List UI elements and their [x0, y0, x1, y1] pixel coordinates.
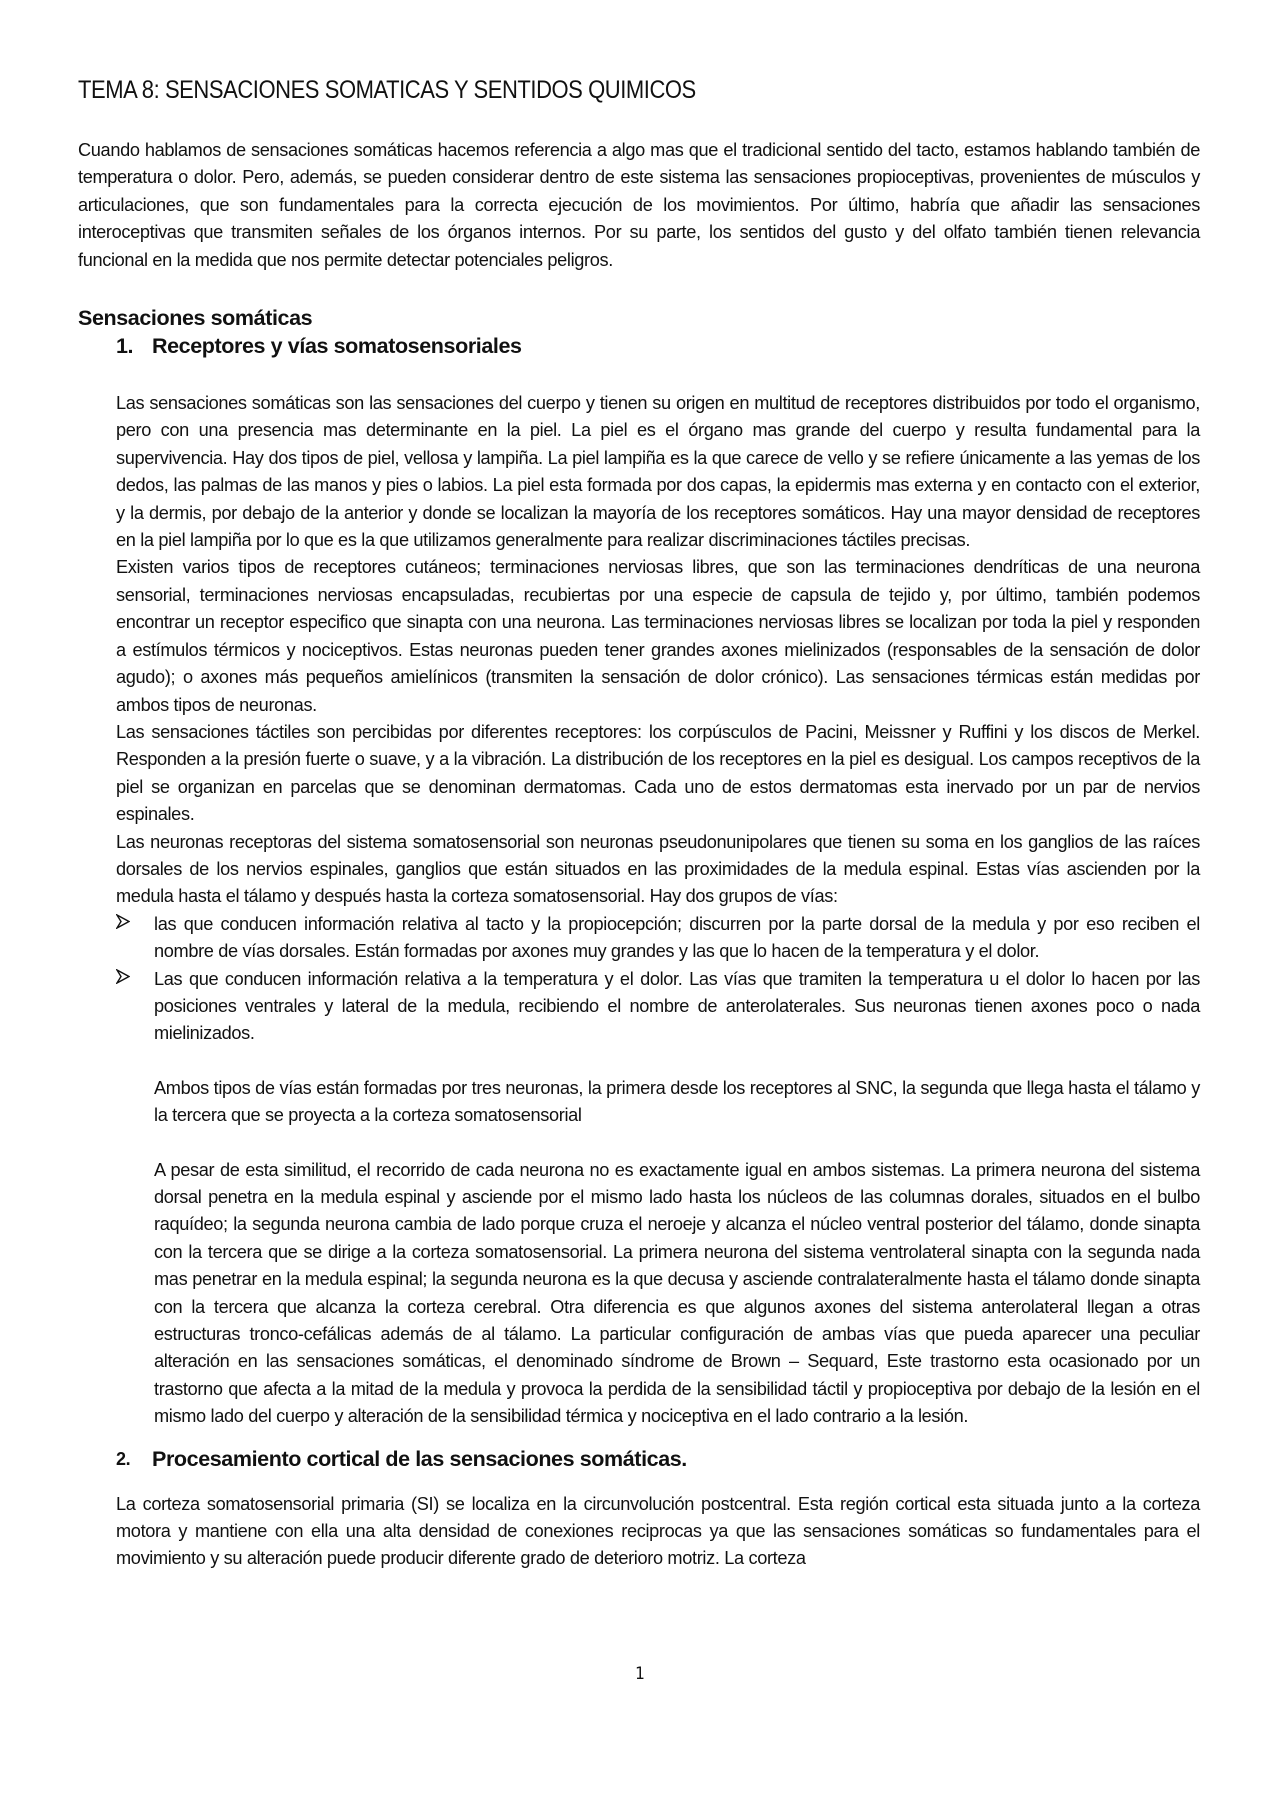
paragraph: Ambos tipos de vías están formadas por tres neuronas, la primera desde los receptores al SNC, la segunda que llega hasta el tálamo y la tercera que se proyecta a la corteza somatosensorial	[154, 1077, 1200, 1126]
paragraph: A pesar de esta similitud, el recorrido de cada neurona no es exactamente igual en ambos sistemas. La primera neurona del sistema dorsal penetra en la medula espinal y asciende por el mismo lado hasta los núcleos de las columnas dorales, situados en el bulbo raquídeo; la segunda neurona cambia de lado porque cruza el neroeje y alcanza el núcleo ventral posterior del tálamo, donde sinapta con la tercera que se dirige a la corteza somatosensorial. La primera neurona del sistema ventrolateral sinapta con la segunda nada mas penetrar en la medula espinal; la segunda neurona es la que decusa y asciende contralateralmente hasta el tálamo donde sinapta con la tercera que alcanza la corteza cerebral. Otra diferencia es que algunos axones del sistema anterolateral llegan a otras estructuras tronco-cefálicas además de al tálamo. La particular configuración de ambas vías que pueda aparecer una peculiar alteración en las sensaciones somáticas, el denominado síndrome de Brown – Sequard, Este trastorno esta ocasionado por un trastorno que afecta a la mitad de la medula y provoca la perdida de la sensibilidad táctil y propioceptiva por debajo de la lesión en el mismo lado del cuerpo y alteración de la sensibilidad térmica y nociceptiva en el lado contrario a la lesión.	[154, 1159, 1200, 1427]
paragraph: Las neuronas receptoras del sistema somatosensorial son neuronas pseudonunipolares que tienen su soma en los ganglios de las raíces dorsales de los nervios espinales, ganglios que están situados en las proximidades de la medula espinal. Estas vías ascienden por la medula hasta el tálamo y después hasta la corteza somatosensorial. Hay dos grupos de vías:	[116, 831, 1200, 907]
page-title: TEMA 8: SENSACIONES SOMATICAS Y SENTIDOS QUIMICOS	[78, 76, 696, 104]
list-item	[116, 966, 1200, 1048]
subsection-2-body	[116, 1491, 1200, 1573]
subsection-1-heading	[116, 332, 1200, 360]
page-number: 1	[635, 1664, 645, 1684]
list-item-text: Las que conducen información relativa a la temperatura y el dolor. Las vías que tramiten la temperatura u el dolor lo hacen por las posiciones ventrales y lateral de la medula, recibiendo el nombre de anterolaterales. Sus neuronas tienen axones poco o nada mielinizados.	[154, 968, 1200, 1044]
arrowhead-bullet-icon	[116, 911, 154, 966]
section-heading: Sensaciones somáticas	[78, 306, 313, 331]
paragraph: La corteza somatosensorial primaria (SI) se localiza en la circunvolución postcentral. Esta región cortical esta situada junto a la corteza motora y mantiene con ella una alta densidad de conexiones reciprocas ya que las sensaciones somáticas so fundamentales para el movimiento y su alteración puede producir diferente grado de deterioro motriz. La corteza	[116, 1493, 1200, 1569]
subsection-2-heading	[116, 1445, 1200, 1473]
paragraph: Las sensaciones somáticas son las sensaciones del cuerpo y tienen su origen en multitud de receptores distribuidos por todo el organismo, pero con una presencia mas determinante en la piel. La piel es el órgano mas grande del cuerpo y resulta fundamental para la supervivencia. Hay dos tipos de piel, vellosa y lampiña. La piel lampiña es la que carece de vello y se refiere únicamente a las yemas de los dedos, las palmas de las manos y pies o labios. La piel esta formada por dos capas, la epidermis mas externa y en contacto con el exterior, y la dermis, por debajo de la anterior y donde se localizan la mayoría de los receptores somáticos. Hay una mayor densidad de receptores en la piel lampiña por lo que es la que utilizamos generalmente para realizar discriminaciones táctiles precisas.	[116, 393, 1200, 551]
list-item-text: las que conducen información relativa al tacto y la propiocepción; discurren por la parte dorsal de la medula y por eso reciben el nombre de vías dorsales. Están formadas por axones muy grandes y las que lo hacen de la temperatura y el dolor.	[154, 913, 1200, 962]
list-item	[116, 911, 1200, 966]
paragraph: Las sensaciones táctiles son percibidas por diferentes receptores: los corpúsculos de Pacini, Meissner y Ruffini y los discos de Merkel. Responden a la presión fuerte o suave, y a la vibración. La distribución de los receptores en la piel es desigual. Los campos receptivos de la piel se organizan en parcelas que se denominan dermatomas. Cada uno de estos dermatomas esta inervado por un par de nervios espinales.	[116, 721, 1200, 825]
subsection-2-title: Procesamiento cortical de las sensaciones somáticas.	[152, 1446, 687, 1471]
intro-paragraph: Cuando hablamos de sensaciones somáticas hacemos referencia a algo mas que el tradicional sentido del tacto, estamos hablando también de temperatura o dolor. Pero, además, se pueden considerar dentro de este sistema las sensaciones propioceptivas, provenientes de músculos y articulaciones, que son fundamentales para la correcta ejecución de los movimientos. Por último, habría que añadir las sensaciones interoceptivas que transmiten señales de los órganos internos. Por su parte, los sentidos del gusto y del olfato también tienen relevancia funcional en la medida que nos permite detectar potenciales peligros.	[78, 140, 1200, 270]
paragraph: Existen varios tipos de receptores cutáneos; terminaciones nerviosas libres, que son las terminaciones dendríticas de una neurona sensorial, terminaciones nerviosas encapsuladas, recubiertas por una especie de capsula de tejido y, por último, también podemos encontrar un receptor especifico que sinapta con una neurona. Las terminaciones nerviosas libres se localizan por toda la piel y responden a estímulos térmicos y nociceptivos. Estas neuronas pueden tener grandes axones mielinizados (responsables de la sensación de dolor agudo); o axones más pequeños amielínicos (transmiten la sensación de dolor crónico). Las sensaciones térmicas están medidas por ambos tipos de neuronas.	[116, 557, 1200, 715]
subsection-1-body	[116, 390, 1200, 911]
page-content	[78, 76, 1200, 1573]
pathway-list	[116, 911, 1200, 1048]
subsection-1-title: Receptores y vías somatosensoriales	[152, 334, 522, 359]
subsection-2-number: 2.	[116, 1448, 131, 1469]
indented-block	[154, 1075, 1200, 1431]
arrowhead-bullet-icon	[116, 966, 154, 1048]
subsection-1-number: 1.	[116, 334, 134, 359]
